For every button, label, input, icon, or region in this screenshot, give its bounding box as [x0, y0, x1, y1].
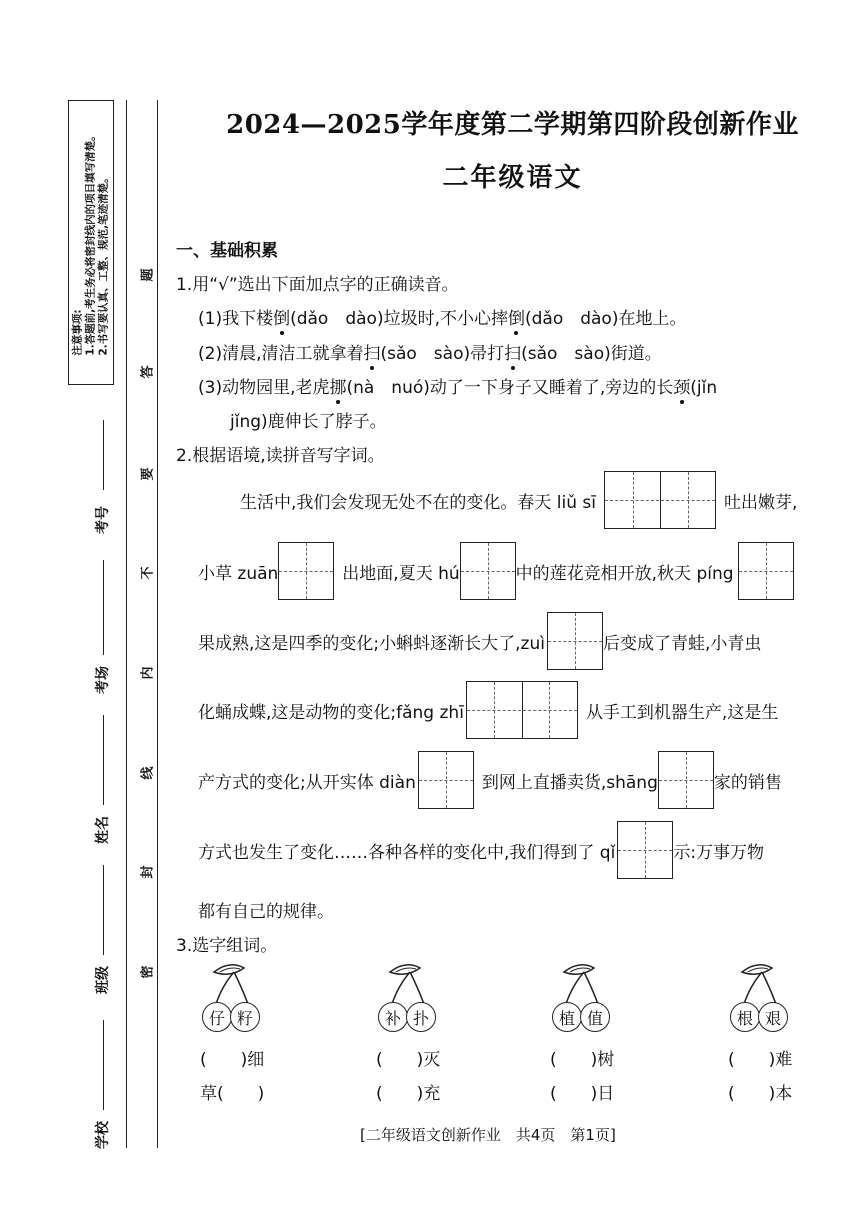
seal-char: 内 — [140, 666, 156, 680]
seal-char: 线 — [140, 766, 156, 780]
question-3-prompt: 3.选字组词。 — [176, 936, 278, 956]
seal-char: 答 — [140, 365, 156, 379]
field-class: 班级 — [95, 966, 111, 994]
cherry-char-right: 籽 — [230, 1002, 260, 1032]
writing-box-shang[interactable] — [658, 751, 714, 809]
cherry-group-1 — [200, 960, 270, 1040]
cherry-char-left: 植 — [552, 1002, 582, 1032]
binding-line-outer — [126, 100, 127, 1148]
passage-line-1: 生活中,我们会发现无处不在的变化。春天 liǔ sī 吐出嫩芽, — [240, 471, 797, 529]
dotted-char: 倒 — [273, 304, 290, 329]
seal-char: 题 — [140, 268, 156, 282]
seal-char: 不 — [140, 566, 156, 580]
writing-box-zui[interactable] — [547, 612, 603, 670]
dotted-char: 倒 — [508, 304, 525, 329]
page-title: 2024—2025学年度第二学期第四阶段创新作业 — [226, 110, 799, 140]
field-exam-room: 考场 — [95, 666, 111, 694]
field-exam-room-line[interactable] — [103, 560, 104, 655]
field-name-line[interactable] — [103, 715, 104, 805]
notice-item-1: 1.答题前,考生务必将密封线内的项目填写清楚。 — [84, 129, 97, 356]
word-blank[interactable]: ( )日 — [550, 1084, 615, 1104]
question-2-prompt: 2.根据语境,读拼音写字词。 — [176, 446, 385, 466]
question-1-prompt: 1.用“√”选出下面加点字的正确读音。 — [176, 275, 459, 295]
cherry-char-left: 仔 — [202, 1002, 232, 1032]
word-blank[interactable]: 草( ) — [200, 1084, 265, 1104]
question-1-item-3: (3)动物园里,老虎挪(nà nuó)动了一下身子又睡着了,旁边的长颈(jǐn — [198, 373, 717, 398]
word-blank[interactable]: ( )灭 — [376, 1050, 441, 1070]
word-blank[interactable]: ( )难 — [728, 1050, 793, 1070]
field-school-line[interactable] — [103, 1020, 104, 1110]
word-blank[interactable]: ( )本 — [728, 1084, 793, 1104]
question-1-item-2: (2)清晨,清洁工就拿着扫(sǎo sào)帚打扫(sǎo sào)街道。 — [198, 339, 662, 364]
binding-line-inner — [157, 100, 158, 1148]
notice-item-2: 2.书写要认真、工整、规范,笔迹清楚。 — [97, 171, 110, 356]
field-exam-number: 考号 — [95, 506, 111, 534]
passage-line-6: 方式也发生了变化……各种各样的变化中,我们得到了 qǐ 示:万事万物 — [198, 821, 764, 879]
cherry-group-2 — [376, 960, 446, 1040]
cherry-char-right: 艰 — [758, 1002, 788, 1032]
dotted-char: 扫 — [504, 339, 521, 364]
dotted-char: 挪 — [329, 373, 346, 398]
cherry-char-left: 补 — [378, 1002, 408, 1032]
seal-char: 要 — [140, 467, 156, 481]
passage-line-4: 化蛹成蝶,这是动物的变化;fǎng zhī 从手工到机器生产,这是生 — [198, 681, 778, 739]
writing-box-liusi[interactable] — [604, 471, 716, 529]
writing-box-hu[interactable] — [460, 542, 516, 600]
section-heading: 一、基础积累 — [176, 241, 278, 261]
word-blank[interactable]: ( )充 — [376, 1084, 441, 1104]
question-1-item-1: (1)我下楼倒(dǎo dào)垃圾时,不小心摔倒(dǎo dào)在地上。 — [198, 304, 686, 329]
field-exam-number-line[interactable] — [103, 420, 104, 490]
notice-title: 注意事项: — [71, 308, 84, 356]
dotted-char: 扫 — [363, 339, 380, 364]
page-footer: [二年级语文创新作业 共4页 第1页] — [360, 1126, 616, 1144]
passage-line-5: 产方式的变化;从开实体 diàn 到网上直播卖货,shāng 家的销售 — [198, 751, 782, 809]
field-school: 学校 — [95, 1121, 111, 1149]
dotted-char: 颈 — [673, 373, 690, 398]
question-1-item-3-cont[interactable]: jǐng)鹿伸长了脖子。 — [230, 412, 387, 432]
passage-line-2: 小草 zuān 出地面,夏天 hú 中的莲花竞相开放,秋天 píng — [198, 542, 794, 600]
notice-box — [68, 100, 114, 385]
cherry-char-right: 值 — [580, 1002, 610, 1032]
field-name: 姓名 — [95, 816, 111, 844]
field-class-line[interactable] — [103, 865, 104, 955]
word-blank[interactable]: ( )细 — [200, 1050, 265, 1070]
writing-box-dian[interactable] — [418, 751, 474, 809]
cherry-group-3 — [550, 960, 620, 1040]
cherry-char-left: 根 — [730, 1002, 760, 1032]
page-subtitle: 二年级语文 — [442, 163, 583, 193]
word-blank[interactable]: ( )树 — [550, 1050, 615, 1070]
cherry-group-4 — [728, 960, 798, 1040]
writing-box-fangzhi[interactable] — [466, 681, 578, 739]
cherry-char-right: 扑 — [406, 1002, 436, 1032]
seal-char: 封 — [140, 865, 156, 879]
writing-box-zuan[interactable] — [278, 542, 334, 600]
seal-char: 密 — [140, 965, 156, 979]
passage-line-3: 果成熟,这是四季的变化;小蝌蚪逐渐长大了,zuì 后变成了青蛙,小青虫 — [198, 612, 761, 670]
passage-line-7: 都有自己的规律。 — [198, 902, 334, 922]
writing-box-qi[interactable] — [617, 821, 673, 879]
writing-box-ping[interactable] — [738, 542, 794, 600]
